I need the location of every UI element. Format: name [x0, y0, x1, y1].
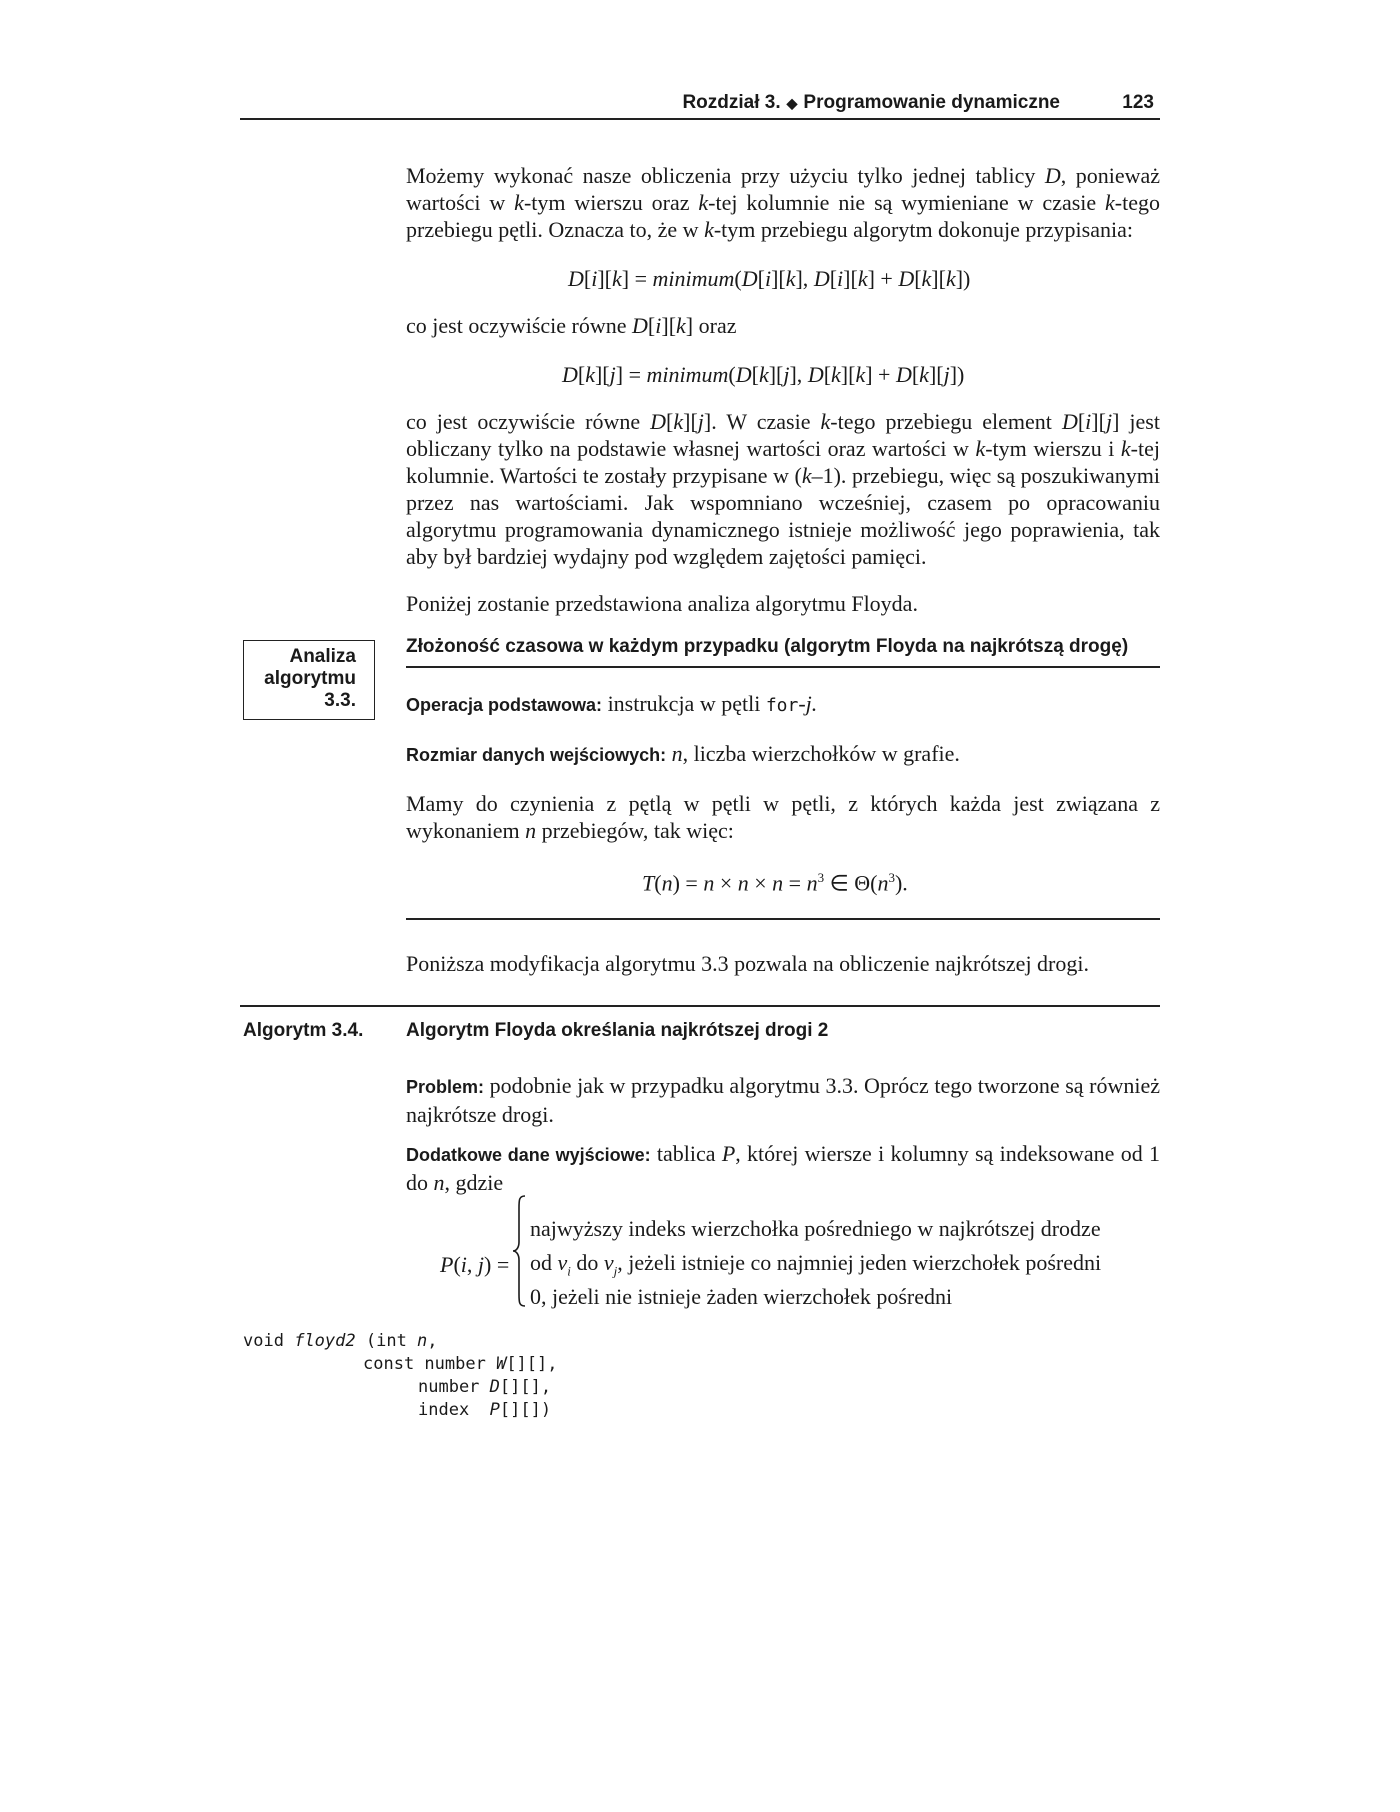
problem-label: Problem: — [406, 1077, 485, 1097]
piecewise-case-1: najwyższy indeks wierzchołka pośredniego w najkrótszej drodze — [530, 1216, 1101, 1241]
page-number: 123 — [1122, 92, 1154, 113]
analysis-end-rule — [406, 918, 1160, 920]
code-param-type: const number — [363, 1354, 497, 1374]
intro-paragraph-4: Poniżej zostanie przedstawiona analiza algorytmu Floyda. — [406, 591, 918, 616]
code-param-name: P — [489, 1400, 500, 1420]
piecewise-case-3: 0, jeżeli nie istnieje żaden wierzchołek pośredni — [530, 1284, 953, 1309]
code-line-1: void floyd2 (int n, — [243, 1331, 438, 1351]
code-param-name: W — [496, 1354, 507, 1374]
side-box-line-3: 3.3. — [324, 690, 356, 711]
side-box-line-1: Analiza — [289, 646, 356, 667]
after-analysis-paragraph: Poniższa modyfikacja algorytmu 3.3 pozwala na obliczenie najkrótszej drogi. — [406, 951, 1089, 976]
output-label: Dodatkowe dane wyjściowe: — [406, 1145, 651, 1165]
code-line-3: number D[][], — [418, 1377, 552, 1397]
running-header-title — [682, 92, 1060, 114]
code-keyword: void — [243, 1331, 284, 1351]
algorithm-output: Dodatkowe dane wyjściowe: tablica P, której wiersze i kolumny są indeksowane od 1 do n, gdzie — [406, 1141, 1160, 1195]
problem-text: podobnie jak w przypadku algorytmu 3.3. Oprócz tego tworzone są również najkrótsze drogi. — [406, 1073, 1161, 1127]
piecewise-case-2: od $v_i$ do $v_j$, jeżeli istnieje co najmniej jeden wierzchołek pośredni — [530, 1250, 1102, 1279]
left-brace-icon — [512, 1194, 526, 1308]
code-param-name: n — [417, 1331, 428, 1351]
algorithm-problem — [406, 1072, 1160, 1128]
side-box-line-2: algorytmu — [264, 668, 356, 689]
chapter-label: Rozdział 3. — [682, 92, 781, 113]
basic-operation-text: instrukcja w pętli — [607, 691, 761, 716]
analysis-side-box — [243, 640, 375, 720]
algorithm-title: Algorytm Floyda określania najkrótszej drogi 2 — [406, 1020, 829, 1041]
code-param-name: D — [489, 1377, 500, 1397]
algorithm-top-rule — [240, 1005, 1160, 1007]
analysis-heading: Złożoność czasowa w każdym przypadku (algorytm Floyda na najkrótszą drogę) — [406, 636, 1160, 668]
code-param-type: number — [418, 1377, 490, 1397]
piecewise-lhs: P(i, j) = — [440, 1252, 510, 1277]
code-param-type: (int — [355, 1331, 418, 1351]
basic-operation-suffix: -j. — [798, 691, 818, 716]
code-function-name: floyd2 — [294, 1331, 356, 1351]
intro-paragraph-1: Możemy wykonać nasze obliczenia przy użyciu tylko jednej tablicy D, ponieważ wartości w k-tym wierszu oraz k-tej kolumnie nie są wymieniane w czasie k-tego przebiegu pętli. Oznacza to, że w k-tym przebiegu algorytm dokonuje przypisania: — [406, 163, 1160, 242]
algorithm-label: Algorytm 3.4. — [243, 1020, 364, 1041]
intro-paragraph-3: co jest oczywiście równe D[k][j]. W czasie k-tego przebiegu element D[i][j] jest obliczany tylko na podstawie własnej wartości oraz wartości w k-tym wierszu i k-tej kolumnie. Wartości te zostały przypisane w (k–1). przebiegu, więc są poszukiwanymi przez nas wartościami. Jak wspomniano wcześniej, czasem po opracowaniu algorytmu programowania dynamicznego istnieje możliwość jego poprawienia, tak aby był bardziej wydajny pod względem zajętości pamięci. — [406, 409, 1160, 569]
code-param-type: index — [418, 1400, 490, 1420]
code-line-4: index P[][]) — [418, 1400, 552, 1420]
complexity-formula: $T(n) = n \times n \times n = n^3$ ∈ $\Theta(n^3)$. — [642, 870, 908, 896]
intro-paragraph-2: co jest oczywiście równe D[i][k] oraz — [406, 313, 737, 338]
input-size: Rozmiar danych wejściowych: n, liczba wierzchołków w grafie. — [406, 741, 960, 766]
basic-operation-label: Operacja podstawowa: — [406, 695, 603, 715]
basic-operation — [406, 690, 1160, 719]
diamond-icon: ◆ — [786, 95, 798, 111]
basic-operation-code: for — [765, 695, 799, 716]
formula-assignment-ik: D[i][k] = minimum(D[i][k], D[i][k] + D[k][k]) — [568, 266, 971, 291]
running-header — [240, 88, 1160, 120]
chapter-title: Programowanie dynamiczne — [803, 92, 1060, 113]
code-line-2: const number W[][], — [363, 1354, 558, 1374]
formula-assignment-kj: D[k][j] = minimum(D[k][j], D[k][k] + D[k][j]) — [562, 362, 965, 387]
input-size-label: Rozmiar danych wejściowych: — [406, 745, 667, 765]
loops-paragraph: Mamy do czynienia z pętlą w pętli w pętli, z których każda jest związana z wykonaniem n przebiegów, tak więc: — [406, 791, 1160, 843]
